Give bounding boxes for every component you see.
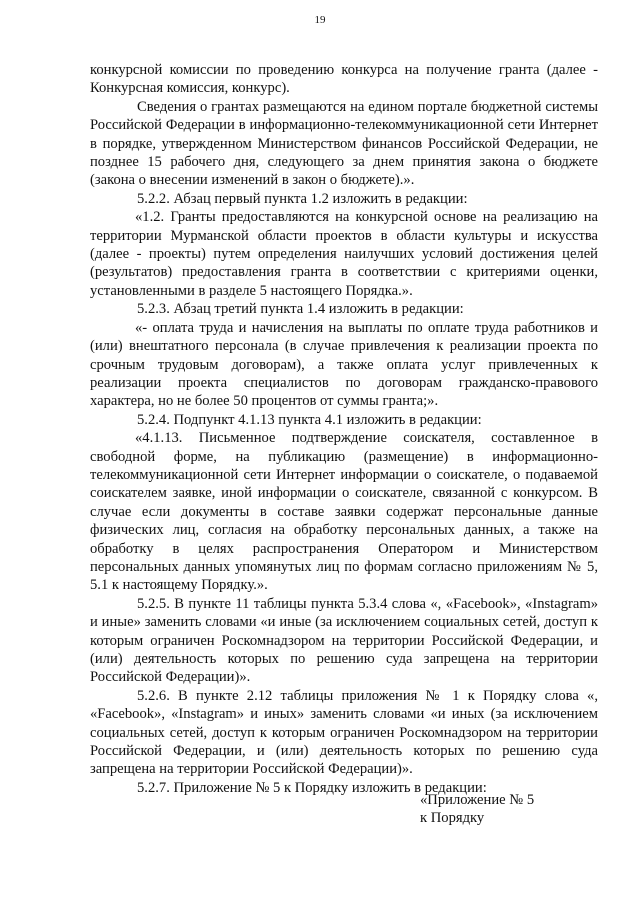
paragraph-5-2-2: 5.2.2. Абзац первый пункта 1.2 изложить в редакции: — [137, 190, 468, 207]
appendix-header — [420, 791, 534, 828]
paragraph-quote-1-4: «- оплата труда и начисления на выплаты по оплате труда работников и (или) внештатного персонала (в случае привлечения к реализации проекта по срочным трудовым договорам), а также оплата услуг привлеченных к реализации проекта специалистов по договорам гражданско-правового характера, но не более 50 процентов от суммы гранта;». — [90, 319, 598, 410]
paragraph-quote-1-2: «1.2. Гранты предоставляются на конкурсной основе на реализацию на территории Мурманской области проектов в области культуры и искусства (далее - проекты) путем определения наилучших условий достижения целей (результатов) предоставления гранта в соответствии с критериями оценки, установленными в разделе 5 настоящего Порядка.». — [90, 209, 598, 299]
paragraph-5-2-5: 5.2.5. В пункте 11 таблицы пункта 5.3.4 слова «, «Facebook», «Instagram» и иные» заменить словами «и иные (за исключением социальных сетей, доступ к которым ограничен Роскомнадзором на территории Российской Федерации, и (или) деятельность которых по решению суда запрещена на территории Российской Федерации)». — [90, 595, 598, 686]
paragraph-continuation: конкурсной комиссии по проведению конкурса на получение гранта (далее - Конкурсная комиссия, конкурс). — [90, 62, 598, 97]
appendix-title: «Приложение № 5 — [420, 792, 535, 808]
document-body — [90, 61, 598, 797]
page-number: 19 — [314, 14, 326, 26]
paragraph-5-2-7: 5.2.7. Приложение № 5 к Порядку изложить в редакции: — [137, 779, 487, 796]
paragraph-5-2-6: 5.2.6. В пункте 2.12 таблицы приложения № 1 к Порядку слова «, «Facebook», «Instagram» и иных» заменить словами «и иных (за исключением социальных сетей, доступ к которым ограничен Роскомнадзором на территории Российской Федерации, и (или) деятельность которых по решению суда запрещена на территории Российской Федерации)». — [90, 687, 598, 778]
paragraph-5-2-3: 5.2.3. Абзац третий пункта 1.4 изложить в редакции: — [137, 301, 464, 318]
appendix-subtitle: к Порядку — [420, 810, 485, 827]
paragraph-quote-4-1-13: «4.1.13. Письменное подтверждение соискателя, составленное в свободной форме, на публикацию (размещение) в информационно-телекоммуникационной сети Интернет информации о соискателе, о подаваемой соискателем заявке, иной информации о соискателе, связанной с конкурсом. В случае если документы в составе заявки содержат персональные данные физических лиц, согласия на обработку персональных данных, а также на обработку в целях распространения Оператором и Министерством персональных данных упомянутых лиц по формам согласно приложениям № 5, 5.1 к настоящему Порядку.». — [90, 430, 598, 594]
paragraph-grant-info: Сведения о грантах размещаются на едином портале бюджетной системы Российской Федерации в информационно-телекоммуникационной сети Интернет в порядке, утвержденном Министерством финансов Российской Федерации, не позднее 15 рабочего дня, следующего за днем принятия закона о бюджете (закона о внесении изменений в закон о бюджете).». — [90, 98, 598, 189]
paragraph-5-2-4: 5.2.4. Подпункт 4.1.13 пункта 4.1 изложить в редакции: — [137, 411, 482, 428]
